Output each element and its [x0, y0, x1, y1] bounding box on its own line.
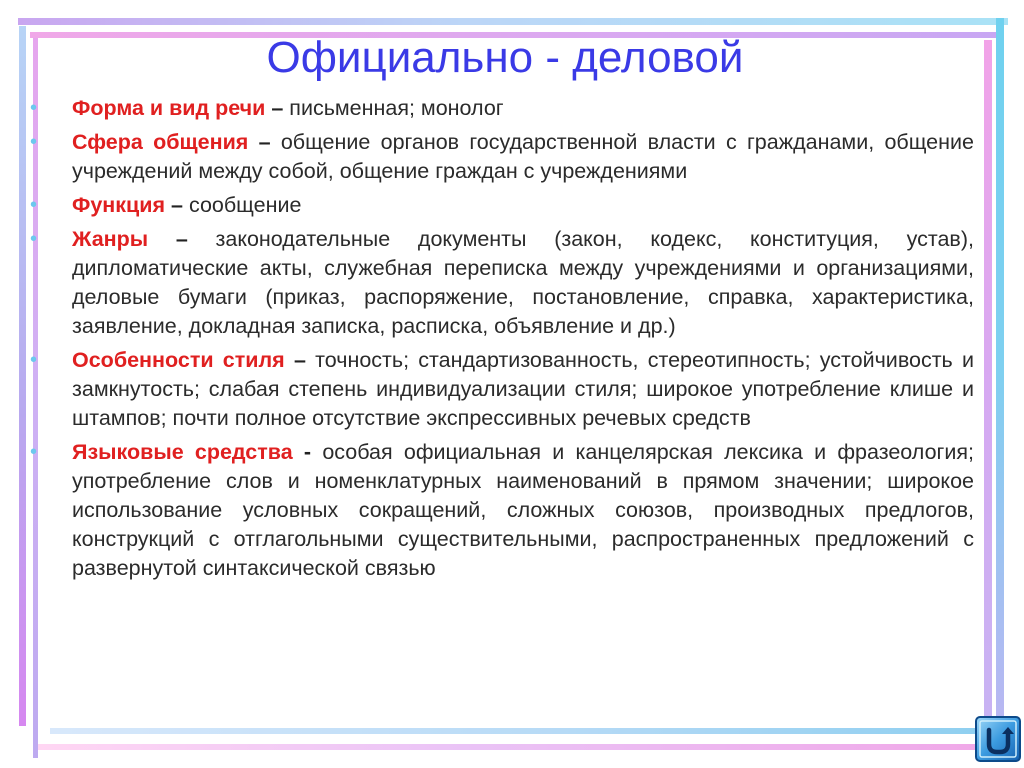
item-text: письменная; монолог: [289, 96, 504, 120]
item-dash: –: [284, 348, 316, 372]
item-dash: –: [248, 130, 281, 154]
item-term: Особенности стиля: [72, 348, 285, 372]
list-item: [30, 438, 974, 583]
list-item: [30, 94, 974, 123]
item-dash: -: [292, 440, 323, 464]
bullet-icon: •: [30, 131, 38, 153]
list-item: [30, 225, 974, 341]
bullet-icon: •: [30, 194, 38, 216]
bullet-icon: •: [30, 349, 38, 371]
return-u-arrow-icon: [975, 716, 1021, 762]
bullet-list: [30, 94, 974, 588]
item-term: Функция: [72, 193, 166, 217]
item-term: Форма и вид речи: [72, 96, 266, 120]
decor-bar-top: [18, 18, 1008, 25]
decor-bar-bottom-inner: [50, 728, 980, 734]
item-text: особая официальная и канцелярская лексика и фразеология; употребление слов и номенклатурных наименований в прямом значении; широкое использование условных сокращений, сложных союзов, производных предлогов, конструкций с отглагольными существительными, распространенных предложений с развернутой синтаксической связью: [72, 440, 974, 580]
decor-bar-right: [996, 18, 1004, 718]
bullet-icon: •: [30, 441, 38, 463]
item-text: сообщение: [188, 193, 302, 217]
item-text: законодательные документы (закон, кодекс, конституция, устав), дипломатические акты, служебная переписка между учреждениями и организациями, деловые бумаги (приказ, распоряжение, постановление, справка, характеристика, заявление, докладная записка, расписка, объявление и др.): [72, 227, 974, 338]
item-text: общение органов государственной власти с гражданами, общение учреждений между собой, общение граждан с учреждениями: [72, 130, 974, 183]
decor-bar-bottom: [38, 744, 983, 750]
decor-bar-left: [19, 26, 26, 726]
decor-bar-right-inner: [984, 40, 992, 755]
item-term: Жанры: [72, 227, 149, 251]
list-item: [30, 128, 974, 186]
item-dash: –: [148, 227, 216, 251]
item-dash: –: [265, 96, 290, 120]
list-item: [30, 191, 974, 220]
bullet-icon: •: [30, 97, 38, 119]
item-text: точность; стандартизованность, стереотипность; устойчивость и замкнутость; слабая степень индивидуализации стиля; широкое употребление клише и штампов; почти полное отсутствие экспрессивных речевых средств: [72, 348, 975, 430]
list-item: [30, 346, 974, 433]
bullet-icon: •: [30, 228, 38, 250]
slide-title: Официально - деловой: [266, 33, 744, 82]
item-term: Сфера общения: [72, 130, 249, 154]
item-term: Языковые средства: [72, 440, 293, 464]
return-button[interactable]: [975, 716, 1021, 762]
item-dash: –: [165, 193, 189, 217]
